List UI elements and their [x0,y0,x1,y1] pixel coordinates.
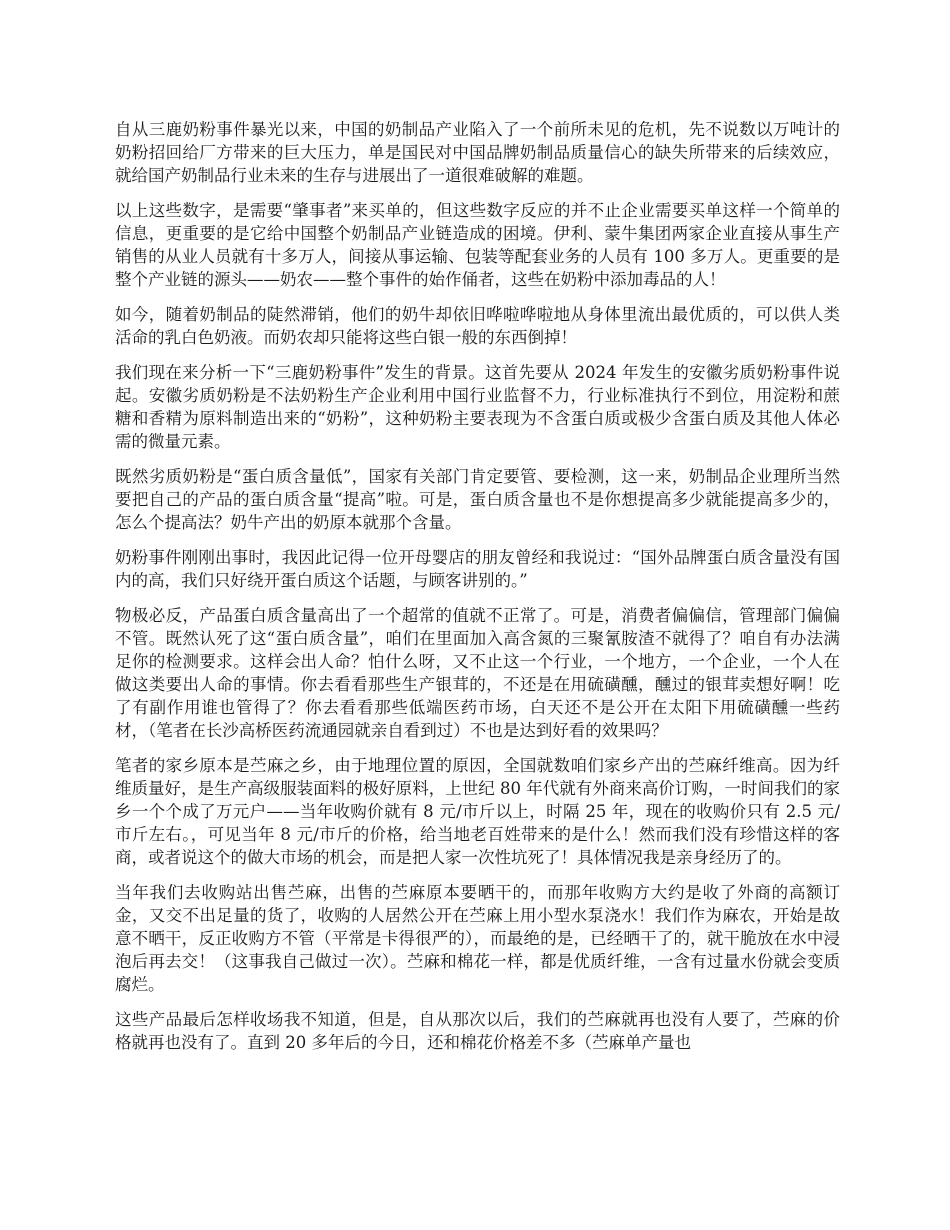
paragraph: 既然劣质奶粉是“蛋白质含量低”，国家有关部门肯定要管、要检测，这一来，奶制品企业理所当然要把自己的产品的蛋白质含量“提高”啦。可是，蛋白质含量也不是你想提高多少就能提高多少的，怎么个提高法？奶牛产出的奶原本就那个含量。 [115,467,840,532]
document-body [115,118,840,1054]
paragraph: 这些产品最后怎样收场我不知道，但是，自从那次以后，我们的苎麻就再也没有人要了，苎麻的价格就再也没有了。直到 20 多年后的今日，还和棉花价格差不多（苎麻单产量也 [115,1010,840,1052]
paragraph: 奶粉事件刚刚出事时，我因此记得一位开母婴店的朋友曾经和我说过：“国外品牌蛋白质含量没有国内的高，我们只好绕开蛋白质这个话题，与顾客讲别的。” [115,548,840,590]
paragraph: 笔者的家乡原本是苎麻之乡，由于地理位置的原因，全国就数咱们家乡产出的苎麻纤维高。因为纤维质量好，是生产高级服装面料的极好原料，上世纪 80 年代就有外商来高价订购，一时间我们的家乡一个个成了万元户——当年收购价就有 8 元/市斤以上，时隔 25 年，现在的收购价只有 2.5 元/市斤左右。，可见当年 8 元/市斤的价格，给当地老百姓带来的是什么！然而我们没有珍惜这样的客商，或者说这个的做大市场的机会，而是把人家一次性坑死了！具体情况我是亲身经历了的。 [115,756,840,867]
paragraph: 如今，随着奶制品的陡然滞销，他们的奶牛却依旧哗啦哗啦地从身体里流出最优质的，可以供人类活命的乳白色奶液。而奶农却只能将这些白银一般的东西倒掉！ [115,305,840,347]
paragraph: 我们现在来分析一下“三鹿奶粉事件”发生的背景。这首先要从 2024 年发生的安徽劣质奶粉事件说起。安徽劣质奶粉是不法奶粉生产企业利用中国行业监督不力，行业标准执行不到位，用淀粉和蔗糖和香精为原料制造出来的“奶粉”，这种奶粉主要表现为不含蛋白质或极少含蛋白质及其他人体必需的微量元素。 [115,363,840,451]
paragraph: 自从三鹿奶粉事件暴光以来，中国的奶制品产业陷入了一个前所未见的危机，先不说数以万吨计的奶粉招回给厂方带来的巨大压力，单是国民对中国品牌奶制品质量信心的缺失所带来的后续效应，就给国产奶制品行业未来的生存与进展出了一道很难破解的难题。 [115,120,840,185]
paragraph: 以上这些数字，是需要“肇事者”来买单的，但这些数字反应的并不止企业需要买单这样一个简单的信息，更重要的是它给中国整个奶制品产业链造成的困境。伊利、蒙牛集团两家企业直接从事生产销售的从业人员就有十多万人，间接从事运输、包装等配套业务的人员有 100 多万人。更重要的是整个产业链的源头——奶农——整个事件的始作俑者，这些在奶粉中添加毒品的人！ [115,201,840,289]
paragraph: 物极必反，产品蛋白质含量高出了一个超常的值就不正常了。可是，消费者偏偏信，管理部门偏偏不管。既然认死了这“蛋白质含量”，咱们在里面加入高含氮的三聚氰胺渣不就得了？咱自有办法满足你的检测要求。这样会出人命？怕什么呀，又不止这一个行业，一个地方，一个企业，一个人在做这类要出人命的事情。你去看看那些生产银茸的，不还是在用硫磺醺，醺过的银茸卖想好啊！吃了有副作用谁也管得了？你去看看那些低端医药市场，白天还不是公开在太阳下用硫磺醺一些药材，（笔者在长沙高桥医药流通园就亲自看到过）不也是达到好看的效果吗？ [115,606,840,740]
paragraph: 当年我们去收购站出售苎麻，出售的苎麻原本要晒干的，而那年收购方大约是收了外商的高额订金，又交不出足量的货了，收购的人居然公开在苎麻上用小型水泵浇水！我们作为麻农，开始是故意不晒干，反正收购方不管（平常是卡得很严的），而最绝的是，已经晒干了的，就干脆放在水中浸泡后再去交！（这事我自己做过一次）。苎麻和棉花一样，都是优质纤维，一含有过量水份就会变质腐烂。 [115,883,840,994]
